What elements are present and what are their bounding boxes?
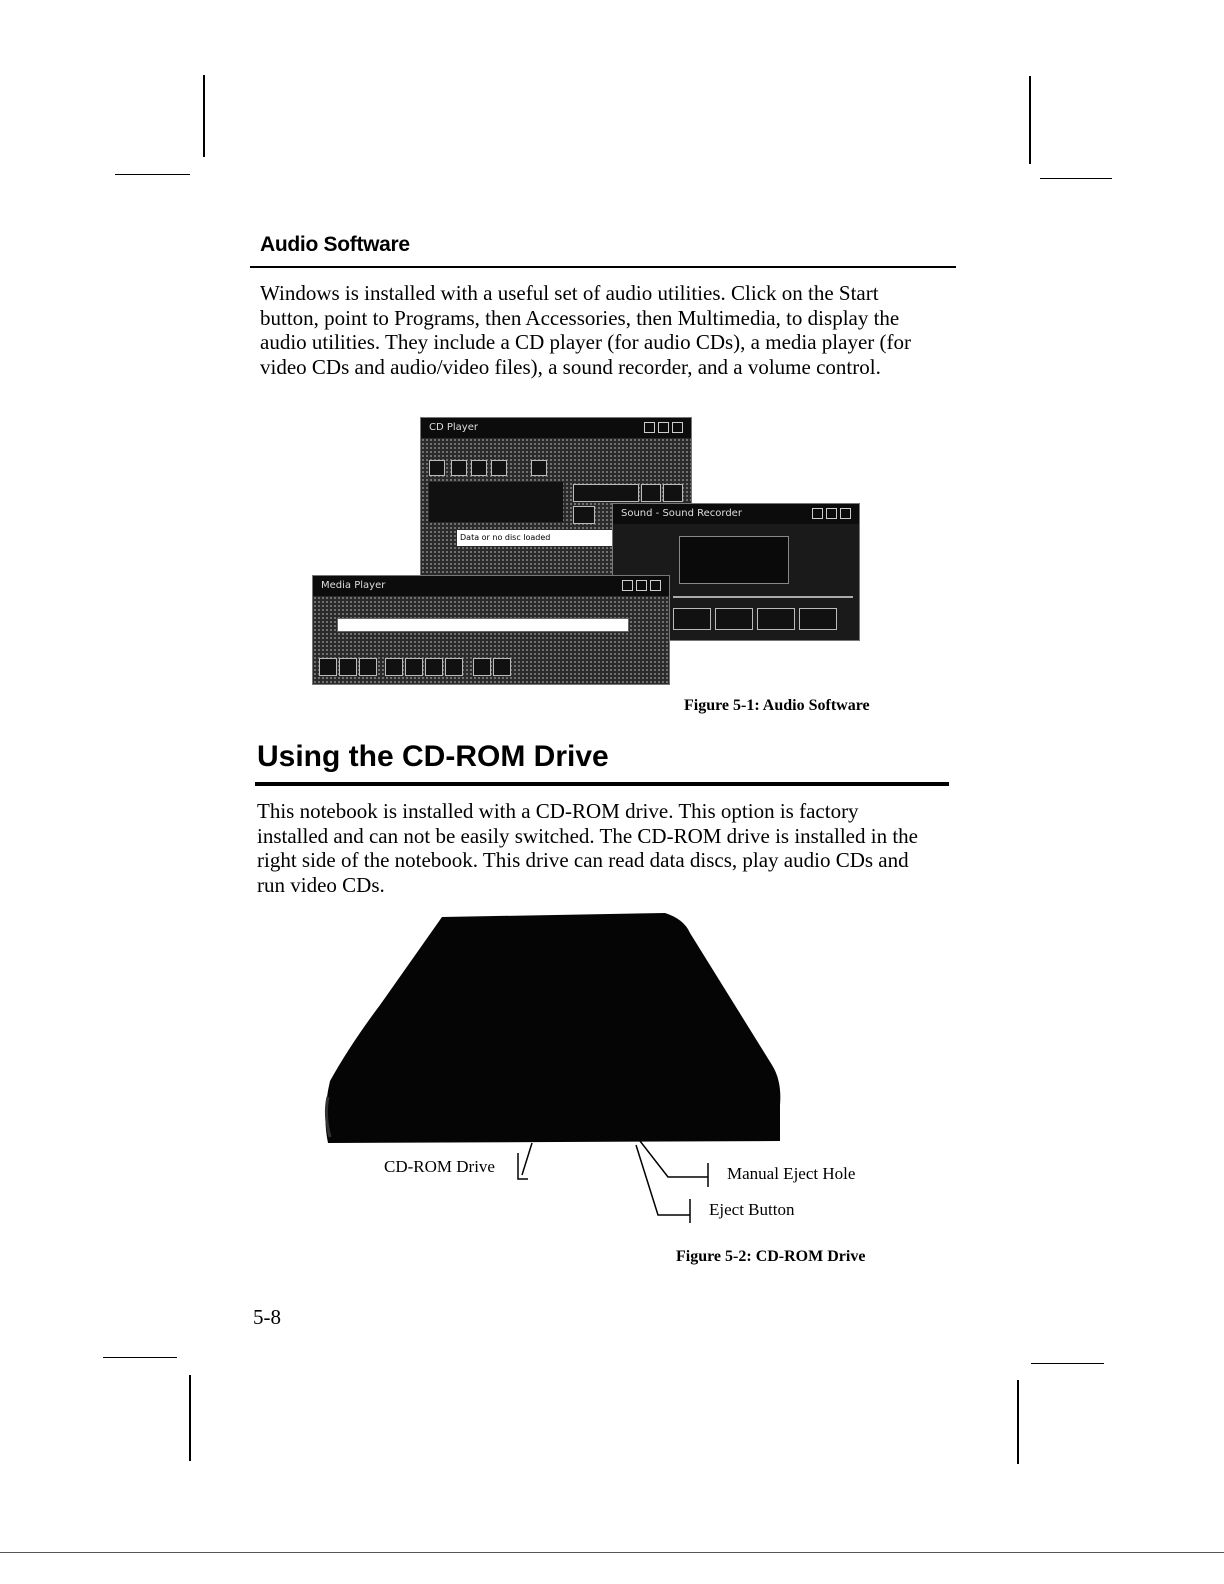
media-control-button[interactable] — [359, 658, 377, 676]
heading-underline-thick — [255, 782, 949, 786]
cd-status-text: Data or no disc loaded — [460, 533, 551, 542]
media-player-titlebar — [313, 576, 669, 596]
media-control-button[interactable] — [405, 658, 423, 676]
media-control-button[interactable] — [319, 658, 337, 676]
crop-mark — [203, 75, 205, 157]
media-control-button[interactable] — [493, 658, 511, 676]
page-number: 5-8 — [253, 1305, 281, 1329]
bottom-rule — [0, 1552, 1224, 1553]
label-eject-button: Eject Button — [709, 1200, 795, 1219]
crop-mark — [189, 1375, 191, 1461]
maximize-icon[interactable] — [636, 580, 647, 591]
paragraph-line: run video CDs. — [257, 872, 385, 897]
stop-button[interactable] — [799, 608, 837, 630]
figure-caption-audio-software: Figure 5-1: Audio Software — [684, 697, 870, 714]
crop-mark — [1040, 178, 1112, 179]
cd-display-panel — [429, 482, 563, 522]
minimize-icon[interactable] — [812, 508, 823, 519]
cd-toolbar-button[interactable] — [451, 460, 467, 476]
section-heading-audio-software: Audio Software — [260, 233, 410, 256]
close-icon[interactable] — [650, 580, 661, 591]
media-player-title: Media Player — [321, 580, 386, 591]
cdrom-drive-figure — [320, 905, 890, 1235]
minimize-icon[interactable] — [644, 422, 655, 433]
callout-line-eject-button — [636, 1145, 690, 1215]
cd-toolbar-button[interactable] — [429, 460, 445, 476]
position-slider[interactable] — [673, 596, 853, 598]
media-control-button[interactable] — [339, 658, 357, 676]
callout-line-cdrom — [518, 1153, 528, 1179]
seek-start-button[interactable] — [673, 608, 711, 630]
play-button[interactable] — [757, 608, 795, 630]
callout-line-cdrom — [522, 1143, 532, 1175]
minimize-icon[interactable] — [622, 580, 633, 591]
label-manual-eject-hole: Manual Eject Hole — [727, 1164, 856, 1183]
crop-mark — [103, 1357, 177, 1358]
crop-mark — [1017, 1380, 1019, 1464]
crop-mark — [1031, 1363, 1104, 1364]
maximize-icon[interactable] — [658, 422, 669, 433]
cd-toolbar-button[interactable] — [531, 460, 547, 476]
callout-line-manual-eject — [640, 1141, 708, 1177]
cd-pause-button[interactable] — [641, 484, 661, 502]
label-cdrom-drive: CD-ROM Drive — [384, 1157, 495, 1176]
sound-recorder-title: Sound - Sound Recorder — [621, 508, 742, 519]
cd-play-button[interactable] — [573, 484, 639, 502]
crop-mark — [115, 174, 190, 175]
cd-player-title: CD Player — [429, 422, 478, 433]
media-seek-bar[interactable] — [337, 618, 629, 632]
heading-underline — [250, 266, 956, 268]
paragraph-line: right side of the notebook. This drive can read data discs, play audio CDs and — [257, 848, 909, 872]
cd-status-field — [457, 530, 617, 546]
cd-toolbar-button[interactable] — [471, 460, 487, 476]
paragraph-line: video CDs and audio/video files), a sound recorder, and a volume control. — [260, 354, 881, 379]
cd-stop-button[interactable] — [663, 484, 683, 502]
media-control-button[interactable] — [445, 658, 463, 676]
paragraph-line: installed and can not be easily switched. The CD-ROM drive is installed in the — [257, 823, 918, 848]
paragraph-line: Windows is installed with a useful set of audio utilities. Click on the Start — [260, 281, 879, 305]
cd-toolbar-button[interactable] — [491, 460, 507, 476]
media-control-button[interactable] — [385, 658, 403, 676]
seek-end-button[interactable] — [715, 608, 753, 630]
paragraph-line: This notebook is installed with a CD-ROM drive. This option is factory — [257, 799, 859, 823]
close-icon[interactable] — [840, 508, 851, 519]
media-control-button[interactable] — [473, 658, 491, 676]
section-heading-cdrom: Using the CD-ROM Drive — [257, 740, 609, 773]
paragraph-line: audio utilities. They include a CD player (for audio CDs), a media player (for — [260, 330, 911, 354]
media-player-window — [312, 575, 670, 685]
media-control-button[interactable] — [425, 658, 443, 676]
waveform-display — [679, 536, 789, 584]
figure-caption-cdrom: Figure 5-2: CD-ROM Drive — [676, 1248, 866, 1265]
notebook-silhouette — [325, 913, 780, 1143]
crop-mark — [1029, 76, 1031, 164]
close-icon[interactable] — [672, 422, 683, 433]
cd-skip-button[interactable] — [573, 506, 595, 524]
cdrom-paragraph — [257, 799, 957, 897]
audio-software-paragraph — [260, 281, 960, 379]
paragraph-line: button, point to Programs, then Accessories, then Multimedia, to display the — [260, 305, 900, 330]
maximize-icon[interactable] — [826, 508, 837, 519]
audio-software-figure — [312, 417, 860, 685]
